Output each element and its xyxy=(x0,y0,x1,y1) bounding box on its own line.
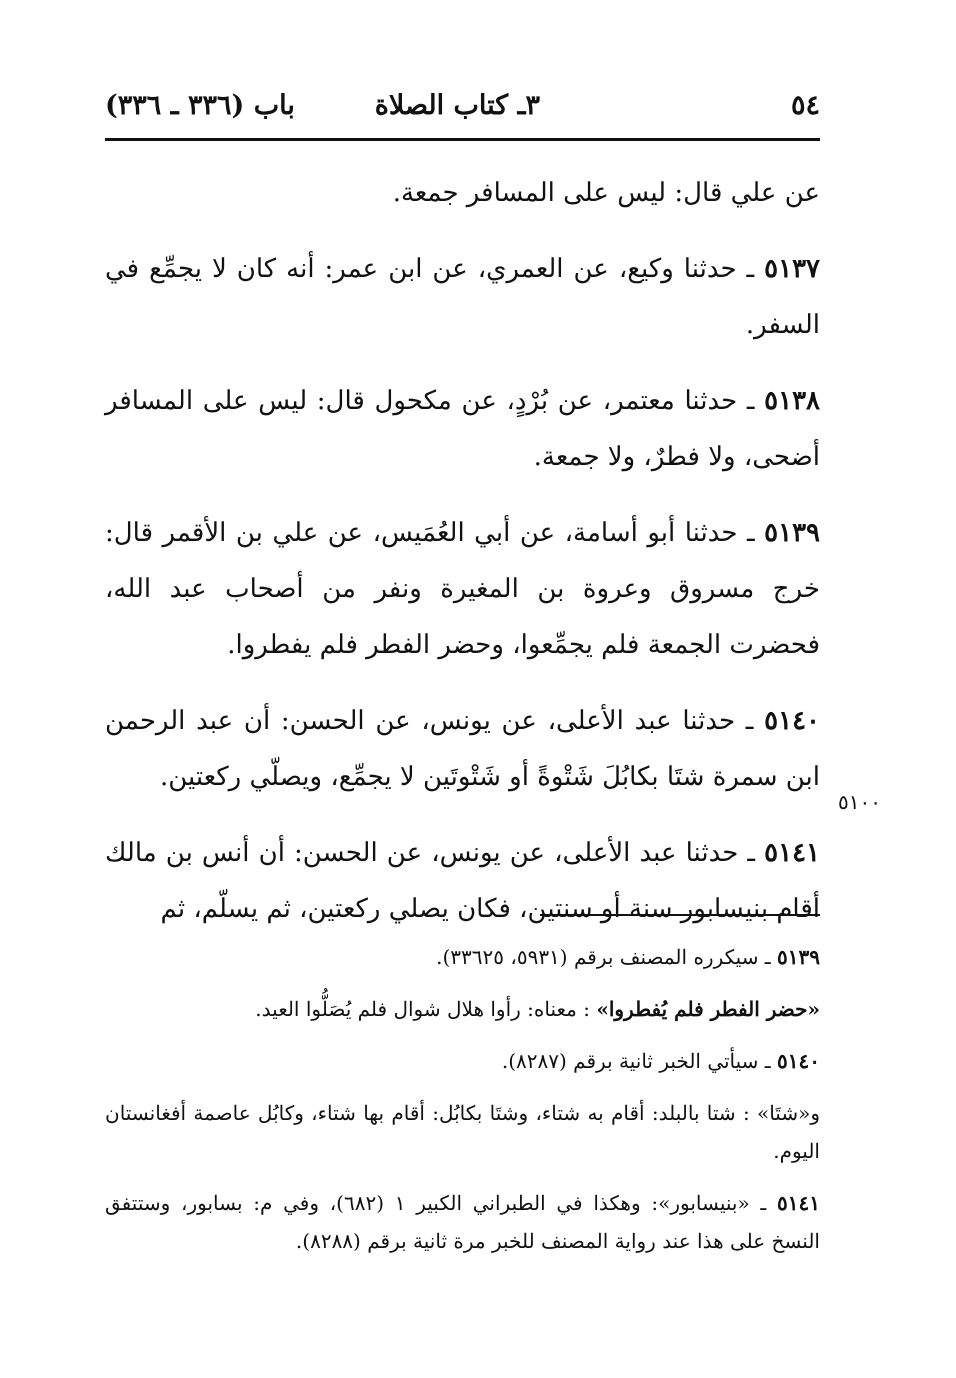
page-header xyxy=(105,88,820,134)
paragraph-continuation xyxy=(105,165,820,221)
paragraph-text: عن علي قال: ليس على المسافر جمعة. xyxy=(392,178,820,208)
main-text xyxy=(105,165,820,957)
book-title: ٣ـ كتاب الصلاة xyxy=(374,90,540,121)
hadith-text: ـ حدثنا عبد الأعلى، عن يونس، عن الحسن: أن أنس بن مالك أقام بنيسابور سنة أو سنتين، فكان يصلي ركعتين، ثم يسلّم، ثم xyxy=(105,838,820,924)
hadith-5139 xyxy=(105,505,820,673)
footnote-number: ٥١٤١ xyxy=(777,1191,820,1215)
footnote-text: ـ «بنيسابور»: وهكذا في الطبراني الكبير ١ (٦٨٢)، وفي م: بسابور، وستتفق النسخ على هذا عند رواية المصنف للخبر مرة ثانية برقم (٨٢٨٨). xyxy=(105,1191,820,1253)
margin-reference: ٥١٠٠ xyxy=(838,790,881,814)
hadith-number: ٥١٤٠ xyxy=(764,706,820,736)
footnote-term: «حضر الفطر فلم يُفطروا» xyxy=(596,997,820,1021)
footnote-number: ٥١٣٩ xyxy=(777,945,820,969)
footnote-number: ٥١٤٠ xyxy=(777,1049,820,1073)
hadith-5137 xyxy=(105,241,820,353)
footnote-text: ـ سيأتي الخبر ثانية برقم (٨٢٨٧). xyxy=(501,1049,778,1073)
hadith-text: ـ حدثنا أبو أسامة، عن أبي العُمَيس، عن علي بن الأقمر قال: خرج مسروق وعروة بن المغيرة ونفر من أصحاب عبد الله، فحضرت الجمعة فلم يجمِّعوا، وحضر الفطر فلم يفطروا. xyxy=(105,518,820,660)
footnote-5141 xyxy=(105,1184,820,1260)
hadith-number: ٥١٣٩ xyxy=(764,518,820,548)
hadith-number: ٥١٣٧ xyxy=(764,254,820,284)
hadith-5140 xyxy=(105,693,820,805)
hadith-5138 xyxy=(105,373,820,485)
footnote-5140 xyxy=(105,1042,820,1080)
footnote-text: ـ سيكرره المصنف برقم (٥٩٣١، ٣٣٦٢٥). xyxy=(436,945,778,969)
footnotes xyxy=(105,938,820,1274)
footnote-text: : معناه: رأوا هلال شوال فلم يُصَلُّوا العيد. xyxy=(255,997,597,1021)
footnote-gloss-fitr xyxy=(105,990,820,1028)
footnote-5139 xyxy=(105,938,820,976)
hadith-text: ـ حدثنا معتمر، عن بُرْدٍ، عن مكحول قال: ليس على المسافر أضحى، ولا فطرٌ، ولا جمعة. xyxy=(105,386,820,472)
footnote-gloss-shata xyxy=(105,1094,820,1170)
footnote-rule xyxy=(540,914,820,916)
hadith-text: ـ حدثنا عبد الأعلى، عن يونس، عن الحسن: أن عبد الرحمن ابن سمرة شتَا بكابُلَ شَتْوةً أو شَتْوتَين لا يجمِّع، ويصلّي ركعتين. xyxy=(105,706,820,792)
chapter-range: باب (٣٣٦ ـ ٣٣٦) xyxy=(105,90,295,121)
hadith-number: ٥١٤١ xyxy=(764,838,820,868)
footnote-text: و«شتَا» : شتا بالبلد: أقام به شتاء، وشتَا بكابُل: أقام بها شتاء، وكابُل عاصمة أفغانستان اليوم. xyxy=(105,1101,820,1163)
hadith-5141 xyxy=(105,825,820,937)
header-rule xyxy=(105,138,820,141)
hadith-number: ٥١٣٨ xyxy=(764,386,820,416)
page-number: ٥٤ xyxy=(790,90,820,121)
hadith-text: ـ حدثنا وكيع، عن العمري، عن ابن عمر: أنه كان لا يجمِّع في السفر. xyxy=(105,254,820,340)
